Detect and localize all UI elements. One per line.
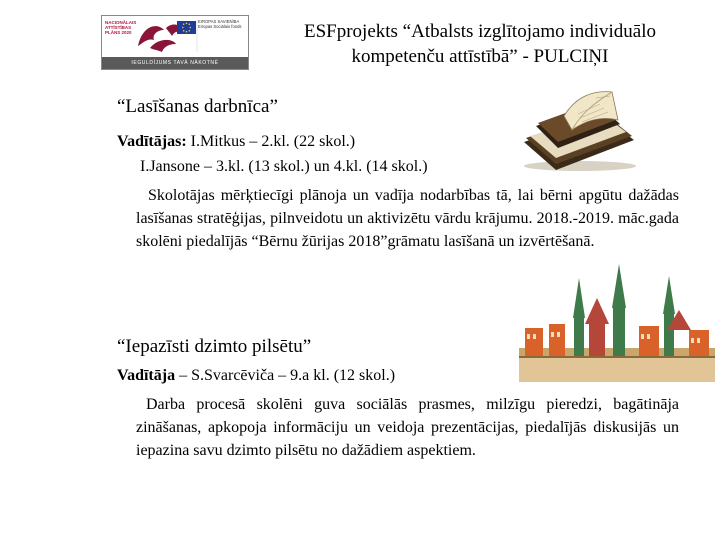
riga-skyline-image [519, 258, 715, 382]
title-line-1: ESFprojekts “Atbalsts izglītojamo individuālo [303, 21, 656, 42]
section1-paragraph: Skolotājas mērķtiecīgi plānoja un vadīja nodarbības tā, lai bērni apgūtu dažādas lasīšanas stratēģijas, pilnveidotu un aktivizētu vārdu krājumu. 2018.-2019. māc.gada skolēni piedalījās “Bērnu žūrijas 2018”grāmatu lasīšanā un izvērtēšanā. [136, 187, 679, 250]
logo-strip: IEGULDĪJUMS TAVĀ NĀKOTNĒ [102, 57, 248, 69]
section1-leader-label: Vadītājas: [117, 133, 187, 150]
section2-paragraph: Darba procesā skolēni guva sociālās prasmes, milzīgu pieredzi, bagātināja zināšanas, apkopoja informāciju un veidoja prezentācijas, piedalījās diskusijās un iepazina savu dzimto pilsētu no dažādiem aspektiem. [136, 396, 679, 459]
logo-left-text: NACIONĀLAIS ATTĪSTĪBAS PLĀNS 2020 [105, 20, 137, 35]
books-image [516, 86, 640, 172]
section1-leader [117, 133, 355, 151]
logo-right-text: EIROPAS SAVIENĪBA Eiropas Sociālais fonds [198, 19, 242, 29]
section1-leader-value: I.Mitkus – 2.kl. (22 skol.) [186, 133, 356, 150]
section2-leader [117, 367, 395, 385]
section2-leader-label: Vadītāja [117, 367, 176, 384]
project-logo [101, 15, 249, 70]
section2-heading: “Iepazīsti dzimto pilsētu” [117, 336, 312, 357]
title-line-2: kompetenču attīstībā” - PULCIŅI [351, 46, 609, 67]
section2-leader-value: – S.Svarcēviča – 9.a kl. (12 skol.) [175, 367, 396, 384]
section1-heading: “Lasīšanas darbnīca” [117, 96, 278, 117]
page-title [255, 19, 705, 69]
section1-leader-line2: I.Jansone – 3.kl. (13 skol.) un 4.kl. (14 skol.) [140, 158, 428, 175]
